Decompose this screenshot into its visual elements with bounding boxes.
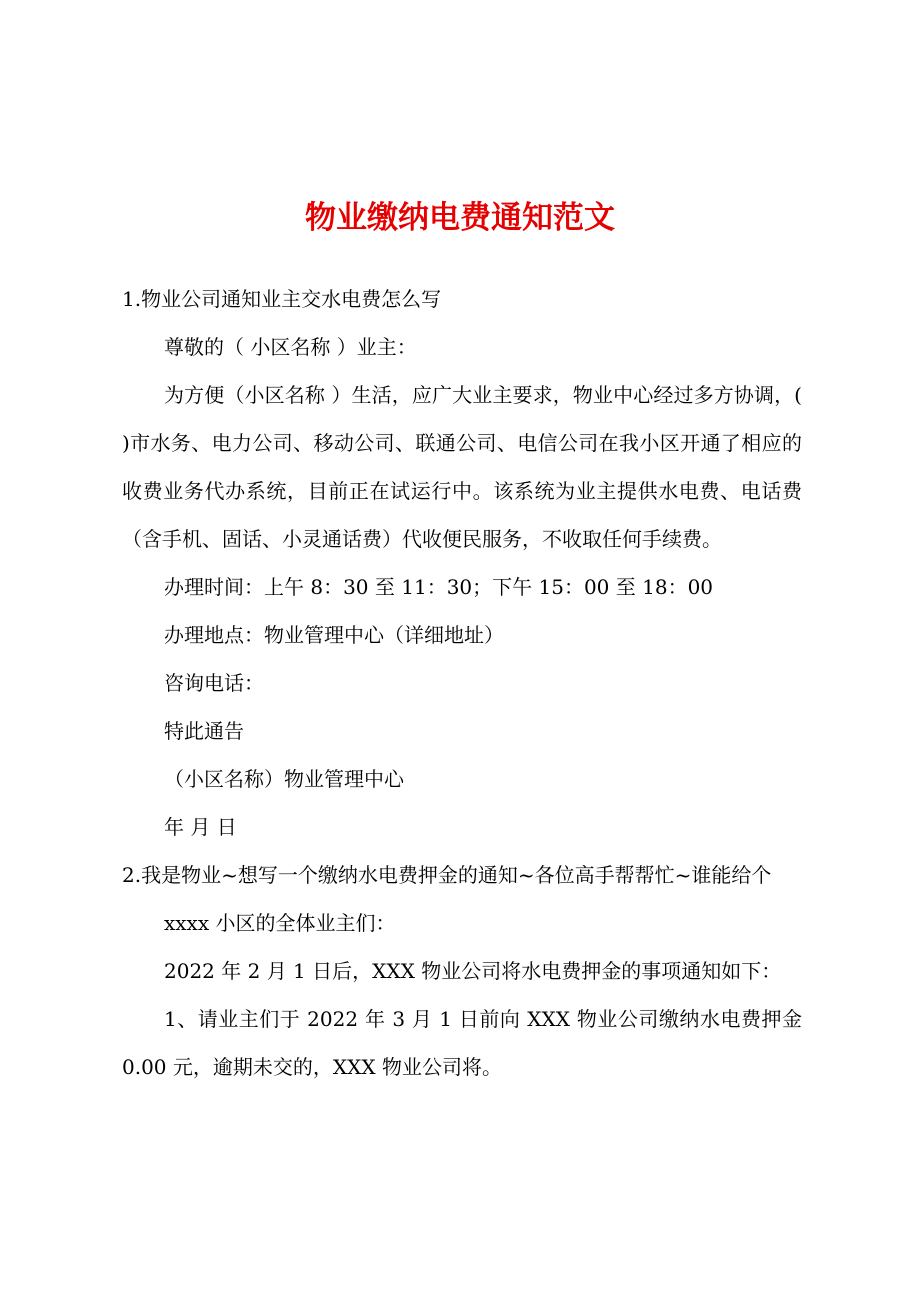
heading-1: 1.物业公司通知业主交水电费怎么写: [122, 287, 442, 311]
date-line: 年 月 日: [164, 815, 237, 839]
salutation-2: xxxx 小区的全体业主们：: [164, 911, 396, 935]
notice-intro: 2022 年 2 月 1 日后，XXX 物业公司将水电费押金的事项通知如下：: [164, 959, 782, 983]
heading-2: 2.我是物业~想写一个缴纳水电费押金的通知~各位高手帮帮忙~谁能给个: [122, 863, 772, 887]
office-location: 办理地点：物业管理中心（详细地址）: [164, 623, 504, 647]
phone-line: 咨询电话：: [164, 671, 264, 695]
notice-item-1: 1、请业主们于 2022 年 3 月 1 日前向 XXX 物业公司缴纳水电费押金 0.00 元，逾期未交的，XXX 物业公司将。: [122, 1007, 802, 1079]
office-hours: 办理时间：上午 8：30 至 11：30；下午 15：00 至 18：00: [164, 575, 714, 599]
notice-paragraph: 为方便（小区名称 ）生活，应广大业主要求，物业中心经过多方协调，( )市水务、电力公司、移动公司、联通公司、电信公司在我小区开通了相应的收费业务代办系统，目前正在试运行中。该系统为业主提供水电费、电话费（含手机、固话、小灵通话费）代收便民服务，不收取任何手续费。: [122, 383, 802, 551]
document-body: [122, 275, 802, 1091]
document-title: 物业缴纳电费通知范文: [305, 200, 615, 236]
salutation-1: 尊敬的（ 小区名称 ）业主：: [164, 335, 417, 359]
signature: （小区名称）物业管理中心: [164, 767, 404, 791]
closing-notice: 特此通告: [164, 719, 244, 743]
